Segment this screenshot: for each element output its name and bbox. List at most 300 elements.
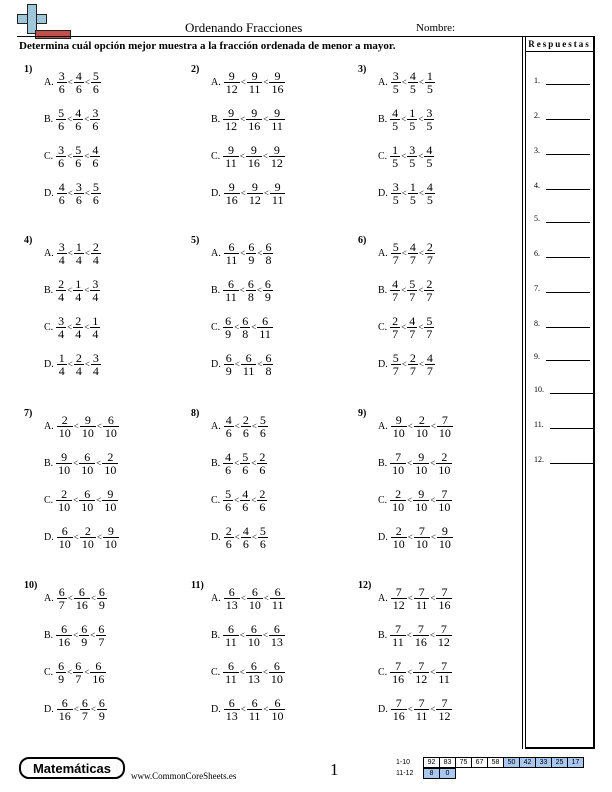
denominator: 11	[415, 708, 428, 723]
less-than-sign: <	[262, 630, 268, 640]
denominator: 5	[426, 81, 433, 96]
answer-option[interactable]	[44, 448, 118, 478]
less-than-sign: <	[73, 458, 79, 468]
less-than-sign: <	[96, 421, 102, 431]
less-than-sign: <	[84, 77, 90, 87]
answer-option[interactable]	[44, 411, 119, 441]
answer-option[interactable]	[211, 657, 285, 687]
answer-option[interactable]	[44, 238, 101, 268]
denominator: 7	[409, 326, 416, 341]
numerator: 6	[227, 658, 234, 673]
numerator: 6	[265, 350, 272, 365]
denominator: 7	[81, 708, 88, 723]
denominator: 10	[415, 499, 428, 514]
fraction	[391, 70, 401, 95]
denominator: 12	[248, 192, 261, 207]
less-than-sign: <	[401, 77, 407, 87]
denominator: 5	[392, 192, 399, 207]
numerator: 6	[225, 313, 232, 328]
denominator: 12	[225, 81, 238, 96]
numerator: 3	[92, 105, 99, 120]
numerator: 4	[58, 179, 65, 194]
denominator: 10	[58, 425, 71, 440]
answer-option[interactable]	[44, 141, 100, 171]
answer-option[interactable]	[211, 141, 285, 171]
answer-line[interactable]	[546, 213, 590, 223]
answer-option[interactable]	[44, 583, 107, 613]
denominator: 6	[92, 118, 99, 133]
answer-option[interactable]	[378, 620, 452, 650]
fraction	[247, 697, 263, 722]
denominator: 7	[426, 252, 433, 267]
answer-option[interactable]	[211, 694, 285, 724]
answer-option[interactable]	[378, 104, 434, 134]
answer-line[interactable]	[550, 384, 594, 394]
less-than-sign: <	[251, 458, 257, 468]
fraction	[269, 623, 285, 648]
less-than-sign: <	[429, 630, 435, 640]
fraction	[258, 525, 268, 550]
option-letter: A.	[211, 592, 221, 604]
less-than-sign: <	[84, 188, 90, 198]
answer-option[interactable]	[211, 485, 267, 515]
fraction	[414, 697, 430, 722]
denominator: 16	[75, 597, 88, 612]
denominator: 10	[58, 536, 71, 551]
answer-line[interactable]	[546, 110, 590, 120]
option-letter: D.	[211, 703, 221, 715]
less-than-sign: <	[407, 704, 413, 714]
fraction	[56, 623, 72, 648]
denominator: 10	[438, 462, 451, 477]
numerator: 4	[242, 486, 249, 501]
less-than-sign: <	[73, 421, 79, 431]
answer-line[interactable]	[546, 283, 590, 293]
numerator: 2	[426, 239, 433, 254]
answer-line[interactable]	[550, 454, 594, 464]
denominator: 4	[58, 289, 65, 304]
answer-option[interactable]	[211, 275, 273, 305]
answer-option[interactable]	[211, 620, 285, 650]
fraction	[102, 488, 118, 513]
numerator: 4	[426, 142, 433, 157]
numerator: 3	[58, 239, 65, 254]
denominator: 9	[81, 634, 88, 649]
numerator: 4	[409, 239, 416, 254]
fraction	[224, 70, 240, 95]
denominator: 10	[81, 536, 94, 551]
fraction	[407, 315, 417, 340]
less-than-sign: <	[96, 532, 102, 542]
denominator: 11	[271, 192, 284, 207]
denominator: 10	[415, 536, 428, 551]
score-cell: 33	[535, 757, 552, 768]
denominator: 13	[225, 597, 238, 612]
numerator: 5	[92, 179, 99, 194]
answer-option[interactable]	[378, 522, 453, 552]
numerator: 6	[251, 584, 258, 599]
answer-option[interactable]	[378, 349, 435, 379]
numerator: 9	[273, 142, 280, 157]
denominator: 4	[75, 363, 82, 378]
numerator: 6	[58, 584, 65, 599]
numerator: 3	[392, 68, 399, 83]
numerator: 2	[392, 313, 399, 328]
fraction	[408, 352, 418, 377]
answer-label: 12.	[534, 455, 544, 464]
less-than-sign: <	[407, 458, 413, 468]
less-than-sign: <	[239, 285, 245, 295]
problem-number: 8)	[191, 408, 200, 419]
less-than-sign: <	[240, 114, 246, 124]
numerator: 3	[58, 68, 65, 83]
denominator: 10	[271, 708, 284, 723]
numerator: 7	[395, 449, 402, 464]
denominator: 16	[248, 118, 261, 133]
denominator: 7	[392, 289, 399, 304]
fraction	[269, 107, 285, 132]
answer-option[interactable]	[378, 238, 435, 268]
answer-option[interactable]	[378, 411, 453, 441]
less-than-sign: <	[67, 188, 73, 198]
numerator: 2	[75, 313, 82, 328]
numerator: 9	[274, 179, 281, 194]
fraction	[90, 315, 100, 340]
answer-option[interactable]	[44, 657, 106, 687]
answer-label: 5.	[534, 214, 540, 223]
denominator: 6	[75, 192, 82, 207]
denominator: 10	[81, 425, 94, 440]
answer-option[interactable]	[378, 485, 452, 515]
numerator: 6	[61, 523, 68, 538]
answer-option[interactable]	[378, 178, 435, 208]
answer-line[interactable]	[546, 75, 590, 85]
denominator: 10	[392, 499, 405, 514]
numerator: 4	[92, 142, 99, 157]
denominator: 16	[247, 155, 260, 170]
denominator: 9	[225, 326, 232, 341]
denominator: 10	[104, 499, 117, 514]
denominator: 11	[225, 289, 237, 304]
answer-option[interactable]	[44, 104, 100, 134]
denominator: 7	[75, 671, 82, 686]
answer-option[interactable]	[378, 67, 435, 97]
fraction	[391, 525, 407, 550]
numerator: 6	[75, 658, 82, 673]
less-than-sign: <	[67, 285, 73, 295]
option-letter: C.	[44, 494, 54, 506]
numerator: 4	[225, 449, 232, 464]
less-than-sign: <	[418, 77, 424, 87]
option-letter: A.	[378, 247, 388, 259]
less-than-sign: <	[67, 77, 73, 87]
fraction	[56, 660, 66, 685]
problem-number: 2)	[191, 64, 200, 75]
option-letter: A.	[378, 592, 388, 604]
fraction	[390, 623, 406, 648]
numerator: 9	[107, 523, 114, 538]
numerator: 2	[75, 350, 82, 365]
answer-row	[534, 419, 594, 429]
numerator: 5	[242, 449, 249, 464]
answer-option[interactable]	[378, 275, 434, 305]
fraction	[390, 278, 400, 303]
less-than-sign: <	[96, 495, 102, 505]
fraction	[103, 414, 119, 439]
less-than-sign: <	[418, 188, 424, 198]
fraction	[391, 697, 407, 722]
fraction	[414, 525, 430, 550]
less-than-sign: <	[263, 114, 269, 124]
answer-option[interactable]	[211, 522, 268, 552]
answer-option[interactable]	[211, 448, 267, 478]
fraction	[224, 352, 234, 377]
numerator: 2	[61, 486, 68, 501]
answer-row	[534, 384, 594, 394]
answer-option[interactable]	[44, 485, 118, 515]
denominator: 16	[392, 671, 405, 686]
numerator: 4	[409, 313, 416, 328]
numerator: 6	[248, 239, 255, 254]
denominator: 6	[92, 155, 99, 170]
fraction	[246, 144, 262, 169]
fraction	[96, 623, 106, 648]
denominator: 7	[426, 363, 433, 378]
less-than-sign: <	[90, 630, 96, 640]
less-than-sign: <	[430, 704, 436, 714]
fraction	[223, 623, 239, 648]
denominator: 7	[426, 326, 433, 341]
answer-option[interactable]	[378, 141, 434, 171]
numerator: 3	[58, 313, 65, 328]
fraction	[408, 70, 418, 95]
numerator: 5	[392, 350, 399, 365]
fraction	[425, 352, 435, 377]
option-letter: A.	[378, 420, 388, 432]
answer-label: 9.	[534, 352, 540, 361]
answer-option[interactable]	[378, 448, 452, 478]
answer-option[interactable]	[44, 694, 107, 724]
numerator: 5	[259, 412, 266, 427]
fraction	[390, 144, 400, 169]
answer-option[interactable]	[378, 312, 434, 342]
numerator: 7	[441, 658, 448, 673]
answer-option[interactable]	[44, 620, 106, 650]
page-number: 1	[330, 760, 339, 779]
fraction	[224, 414, 234, 439]
answer-option[interactable]	[211, 238, 273, 268]
less-than-sign: <	[418, 151, 424, 161]
numerator: 9	[395, 412, 402, 427]
answer-option[interactable]	[211, 349, 273, 379]
answer-option[interactable]	[211, 67, 285, 97]
denominator: 9	[98, 597, 105, 612]
less-than-sign: <	[430, 495, 436, 505]
denominator: 6	[242, 536, 249, 551]
denominator: 13	[270, 634, 283, 649]
answer-line[interactable]	[546, 145, 590, 155]
answer-option[interactable]	[211, 411, 268, 441]
less-than-sign: <	[234, 495, 240, 505]
numerator: 6	[242, 313, 249, 328]
numerator: 9	[251, 105, 258, 120]
denominator: 6	[225, 536, 232, 551]
less-than-sign: <	[84, 285, 90, 295]
answer-line[interactable]	[546, 248, 590, 258]
answer-option[interactable]	[44, 349, 101, 379]
page-title: Ordenando Fracciones	[185, 20, 303, 35]
numerator: 7	[440, 621, 447, 636]
denominator: 5	[426, 118, 433, 133]
fraction	[390, 315, 400, 340]
option-letter: B.	[378, 284, 388, 296]
numerator: 2	[107, 449, 114, 464]
fraction	[424, 107, 434, 132]
less-than-sign: <	[73, 630, 79, 640]
less-than-sign: <	[240, 593, 246, 603]
answer-option[interactable]	[44, 522, 119, 552]
denominator: 6	[92, 192, 99, 207]
answer-option[interactable]	[211, 104, 285, 134]
fraction	[56, 451, 72, 476]
numerator: 6	[274, 695, 281, 710]
problem-number: 9)	[358, 408, 367, 419]
less-than-sign: <	[418, 285, 424, 295]
answer-label: 1.	[534, 76, 540, 85]
denominator: 12	[437, 634, 450, 649]
numerator: 6	[81, 695, 88, 710]
numerator: 6	[78, 584, 85, 599]
fraction	[241, 414, 251, 439]
fraction	[224, 697, 240, 722]
answer-label: 2.	[534, 111, 540, 120]
numerator: 5	[92, 68, 99, 83]
problem-number: 12)	[358, 580, 372, 591]
numerator: 3	[392, 179, 399, 194]
numerator: 1	[75, 239, 82, 254]
numerator: 6	[81, 621, 88, 636]
denominator: 11	[225, 634, 237, 649]
less-than-sign: <	[90, 704, 96, 714]
less-than-sign: <	[262, 151, 268, 161]
answer-row	[534, 248, 590, 258]
numerator: 7	[441, 695, 448, 710]
answer-option[interactable]	[211, 312, 273, 342]
numerator: 1	[409, 105, 416, 120]
option-letter: B.	[211, 629, 221, 641]
fraction	[436, 697, 452, 722]
numerator: 9	[274, 105, 281, 120]
fraction	[408, 181, 418, 206]
less-than-sign: <	[234, 421, 240, 431]
less-than-sign: <	[401, 248, 407, 258]
option-letter: C.	[44, 150, 54, 162]
fraction	[73, 144, 83, 169]
logo-icon	[17, 4, 57, 40]
score-cell: 0	[439, 768, 456, 779]
answer-line[interactable]	[550, 419, 594, 429]
fraction	[223, 278, 239, 303]
option-letter: D.	[44, 358, 54, 370]
option-letter: D.	[211, 531, 221, 543]
answer-option[interactable]	[378, 583, 452, 613]
fraction	[258, 414, 268, 439]
answer-line[interactable]	[546, 351, 590, 361]
answer-line[interactable]	[546, 180, 590, 190]
option-letter: A.	[44, 247, 54, 259]
answer-option[interactable]	[44, 178, 101, 208]
numerator: 4	[409, 68, 416, 83]
answer-option[interactable]	[44, 67, 101, 97]
numerator: 4	[242, 523, 249, 538]
answer-line[interactable]	[546, 318, 590, 328]
answer-option[interactable]	[378, 657, 452, 687]
fraction	[257, 488, 267, 513]
fraction	[241, 352, 257, 377]
numerator: 7	[441, 412, 448, 427]
less-than-sign: <	[401, 359, 407, 369]
numerator: 6	[227, 621, 234, 636]
numerator: 6	[107, 412, 114, 427]
answer-label: 4.	[534, 181, 540, 190]
fraction	[436, 623, 452, 648]
fraction	[269, 70, 285, 95]
option-letter: C.	[211, 150, 221, 162]
answer-option[interactable]	[211, 178, 285, 208]
denominator: 5	[426, 155, 433, 170]
answer-option[interactable]	[44, 312, 100, 342]
denominator: 8	[265, 252, 272, 267]
numerator: 1	[392, 142, 399, 157]
numerator: 6	[251, 695, 258, 710]
less-than-sign: <	[84, 248, 90, 258]
fraction	[97, 697, 107, 722]
fraction	[240, 451, 250, 476]
denominator: 10	[415, 462, 428, 477]
fraction	[57, 697, 73, 722]
fraction	[425, 181, 435, 206]
option-letter: A.	[44, 592, 54, 604]
fraction	[56, 488, 72, 513]
answers-title: Respuestas	[526, 39, 593, 52]
less-than-sign: <	[239, 667, 245, 677]
fraction	[90, 278, 100, 303]
less-than-sign: <	[407, 495, 413, 505]
numerator: 6	[228, 239, 235, 254]
numerator: 9	[251, 68, 258, 83]
answer-option[interactable]	[211, 583, 285, 613]
site-url: www.CommonCoreSheets.es	[131, 771, 237, 781]
numerator: 2	[92, 239, 99, 254]
answer-label: 10.	[534, 385, 544, 394]
denominator: 10	[81, 462, 94, 477]
denominator: 10	[58, 462, 71, 477]
numerator: 9	[228, 105, 235, 120]
denominator: 6	[225, 425, 232, 440]
numerator: 4	[75, 105, 82, 120]
denominator: 11	[271, 118, 283, 133]
fraction	[263, 352, 273, 377]
numerator: 6	[228, 584, 235, 599]
less-than-sign: <	[251, 532, 257, 542]
fraction	[224, 525, 234, 550]
answer-option[interactable]	[378, 694, 452, 724]
answer-option[interactable]	[44, 275, 100, 305]
less-than-sign: <	[401, 188, 407, 198]
fraction	[247, 70, 263, 95]
less-than-sign: <	[84, 322, 90, 332]
answer-row	[534, 283, 590, 293]
